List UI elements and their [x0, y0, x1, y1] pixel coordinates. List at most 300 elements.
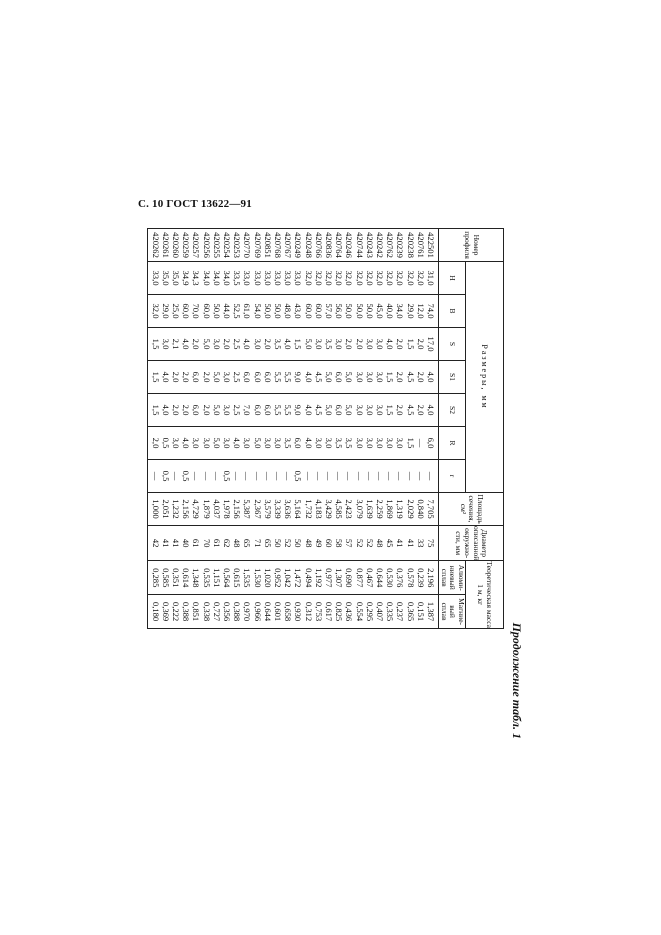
table-cell: 420259: [181, 232, 192, 258]
table-cell: 1,732: [303, 499, 314, 519]
table-cell: 5,5: [272, 404, 283, 416]
S1-values: [148, 361, 439, 394]
col-header-r: r: [439, 460, 466, 493]
table-cell: —: [262, 471, 273, 481]
table-cell: 3,0: [313, 437, 324, 449]
table-cell: 2,0: [170, 371, 181, 383]
table-cell: 1,319: [395, 499, 406, 519]
table-cell: 3,0: [374, 404, 385, 416]
table-cell: 2,0: [415, 338, 426, 350]
table-cell: 5,5: [283, 404, 294, 416]
table-cell: 5,0: [323, 404, 334, 416]
table-cell: —: [385, 471, 396, 481]
table-cell: 70,0: [191, 303, 202, 319]
table-cell: 17,0: [426, 336, 436, 352]
table-cell: —: [150, 471, 161, 481]
table-cell: 48: [232, 538, 243, 548]
table-cell: 0,285: [150, 568, 161, 588]
table-cell: 5,0: [211, 371, 222, 383]
table-cell: 48: [374, 538, 385, 548]
table-cell: 0,535: [201, 568, 212, 588]
table-cell: 2,051: [160, 499, 171, 519]
table-cell: 0,753: [313, 601, 324, 622]
table-cell: 1,639: [364, 499, 375, 519]
table-cell: 40: [181, 538, 192, 548]
table-cell: 0,554: [354, 601, 365, 622]
table-cell: 4,0: [303, 371, 314, 383]
table-cell: 50,0: [364, 303, 375, 319]
aluminum-values: [148, 561, 439, 595]
table-cell: 1,530: [252, 568, 263, 588]
table-cell: 0,356: [221, 601, 232, 622]
B-values: [148, 295, 439, 328]
table-cell: 3,0: [221, 404, 232, 416]
table-cell: 0,312: [303, 601, 314, 622]
table-cell: 1,5: [385, 371, 396, 383]
table-cell: 3,0: [354, 404, 365, 416]
table-cell: 33,0: [293, 270, 304, 286]
table-cell: 5,0: [323, 371, 334, 383]
table-cell: 62: [221, 538, 232, 548]
table-cell: 48: [303, 538, 314, 548]
table-cell: 56,0: [334, 303, 345, 319]
table-cell: 60,0: [303, 303, 314, 319]
table-cell: 33,0: [272, 270, 283, 286]
table-cell: 7,705: [426, 499, 436, 519]
table-cell: 3,0: [170, 437, 181, 449]
table-cell: 2,1: [170, 338, 181, 350]
table-cell: 0,644: [374, 568, 385, 588]
table-cell: 3,0: [334, 338, 345, 350]
table-cell: 2,029: [405, 499, 416, 519]
table-cell: 32,0: [344, 270, 355, 286]
page-header: С. 10 ГОСТ 13622—91: [138, 198, 252, 210]
table-cell: 3,0: [374, 437, 385, 449]
profile-values: [148, 229, 439, 262]
table-cell: 0,977: [323, 568, 334, 588]
table-cell: 44,0: [221, 303, 232, 319]
table-cell: 61,0: [242, 303, 253, 319]
table-cell: 32,0: [334, 270, 345, 286]
table-cell: 3,579: [262, 499, 273, 519]
col-header-dimensions: Размеры, мм: [465, 262, 503, 493]
table-cell: 3,0: [385, 437, 396, 449]
table-cell: —: [242, 471, 253, 481]
table-cell: 60: [323, 538, 334, 548]
table-cell: 3,0: [242, 437, 253, 449]
table-cell: 3,0: [160, 338, 171, 350]
table-cell: 71: [252, 538, 263, 548]
table-cell: 420253: [232, 232, 243, 258]
table-cell: 0,365: [405, 601, 416, 622]
table-cell: 50,0: [354, 303, 365, 319]
table-cell: 0,530: [385, 568, 396, 588]
table-cell: 1,307: [334, 568, 345, 588]
table-cell: 34,0: [395, 303, 406, 319]
table-cell: 2,0: [181, 404, 192, 416]
table-cell: 0,436: [344, 601, 355, 622]
table-cell: 2,0: [415, 371, 426, 383]
table-cell: 32,0: [395, 270, 406, 286]
table-cell: 0,5: [181, 470, 192, 482]
table-cell: 33,0: [283, 270, 294, 286]
table-cell: 41: [160, 538, 171, 548]
table-cell: 3,5: [344, 437, 355, 449]
table-cell: —: [395, 471, 406, 481]
table-cell: 43,0: [293, 303, 304, 319]
table-cell: 6,0: [262, 371, 273, 383]
table-cell: 4,0: [303, 437, 314, 449]
table-cell: 50: [293, 538, 304, 548]
table-cell: 4,183: [313, 499, 324, 519]
table-cell: 50,0: [211, 303, 222, 319]
table-cell: 4,0: [232, 437, 243, 449]
table-cell: 41: [395, 538, 406, 548]
table-cell: 61: [211, 538, 222, 548]
table-cell: 3,636: [283, 499, 294, 519]
table-cell: 2,0: [201, 404, 212, 416]
table-cell: 32,0: [303, 270, 314, 286]
table-cell: 4,729: [191, 499, 202, 519]
table-cell: 2,156: [181, 499, 192, 519]
table-cell: 2,0: [395, 404, 406, 416]
table-cell: —: [232, 471, 243, 481]
table-cell: —: [354, 471, 365, 481]
table-cell: 4,5: [405, 371, 416, 383]
table-cell: 2,0: [150, 437, 161, 449]
table-cell: 3,0: [364, 404, 375, 416]
table-cell: 5,5: [272, 371, 283, 383]
table-cell: 35,0: [160, 270, 171, 286]
table-cell: —: [283, 471, 294, 481]
table-cell: 5,0: [252, 437, 263, 449]
table-cell: 60,0: [313, 303, 324, 319]
table-cell: 33,0: [242, 270, 253, 286]
table-cell: 1,869: [385, 499, 396, 519]
table-cell: 0,5: [221, 470, 232, 482]
table-cell: 0,369: [160, 601, 171, 622]
table-cell: 420248: [303, 232, 314, 258]
table-cell: 420766: [313, 232, 324, 258]
table-cell: 34,0: [201, 270, 212, 286]
table-cell: —: [344, 471, 355, 481]
table-cell: 4,585: [334, 499, 345, 519]
table-cell: 61: [191, 538, 202, 548]
table-cell: 420255: [211, 232, 222, 258]
table-cell: 65: [262, 538, 273, 548]
table-cell: —: [170, 471, 181, 481]
table-cell: 0,585: [160, 568, 171, 588]
table-cell: —: [201, 471, 212, 481]
table-cell: 4,0: [160, 404, 171, 416]
table-cell: 60,0: [181, 303, 192, 319]
table-cell: 1,5: [293, 338, 304, 350]
table-cell: 2,0: [221, 338, 232, 350]
table-cell: 3,0: [191, 437, 202, 449]
table-cell: 2,0: [344, 338, 355, 350]
table-cell: 6,0: [242, 371, 253, 383]
table-cell: 0,966: [252, 601, 263, 622]
table-cell: 2,367: [252, 499, 263, 519]
table-cell: 0,578: [405, 568, 416, 588]
table-cell: 0,388: [232, 601, 243, 622]
diameter-values: [148, 526, 439, 561]
col-header-B: B: [439, 295, 466, 328]
table-cell: 3,0: [364, 437, 375, 449]
table-cell: 1,232: [170, 499, 181, 519]
table-cell: 0,615: [232, 568, 243, 588]
table-cell: 45: [385, 538, 396, 548]
table-cell: 420851: [262, 232, 273, 258]
table-cell: 0,351: [170, 568, 181, 588]
table-cell: 0,614: [181, 568, 192, 588]
table-cell: 5,164: [293, 499, 304, 519]
table-cell: 3,0: [354, 371, 365, 383]
table-cell: 420762: [385, 232, 396, 258]
table-cell: 57,0: [323, 303, 334, 319]
table-cell: 5,0: [211, 437, 222, 449]
table-cell: 2,0: [262, 338, 273, 350]
table-cell: 3,0: [272, 437, 283, 449]
table-cell: 5,0: [344, 404, 355, 416]
table-cell: 0,180: [150, 601, 161, 622]
table-cell: 35,0: [170, 270, 181, 286]
table-cell: —: [252, 471, 263, 481]
table-cell: 5,5: [283, 371, 294, 383]
table-cell: 420254: [221, 232, 232, 258]
table-cell: 41: [405, 538, 416, 548]
table-cell: 50,0: [272, 303, 283, 319]
col-header-S1: S1: [439, 361, 466, 394]
table-cell: 6,0: [191, 404, 202, 416]
table-cell: 49: [313, 538, 324, 548]
table-cell: 3,079: [354, 499, 365, 519]
table-cell: 0,825: [334, 601, 345, 622]
table-cell: 9,0: [293, 371, 304, 383]
table-cell: 6,0: [262, 404, 273, 416]
table-cell: —: [405, 471, 416, 481]
table-cell: 420256: [201, 232, 212, 258]
table-cell: 52: [364, 538, 375, 548]
table-cell: 4,0: [426, 404, 436, 416]
table-cell: 74,0: [426, 303, 436, 319]
table-cell: 32,0: [364, 270, 375, 286]
table-cell: 3,5: [334, 437, 345, 449]
table-cell: 0,295: [364, 601, 375, 622]
table-cell: —: [191, 471, 202, 481]
table-cell: 1,978: [221, 499, 232, 519]
profile-table: [147, 228, 504, 629]
table-cell: 420249: [293, 232, 304, 258]
table-cell: 25,0: [170, 303, 181, 319]
table-cell: 1,472: [293, 568, 304, 588]
table-cell: 34,9: [181, 270, 192, 286]
table-cell: —: [334, 471, 345, 481]
table-cell: 1,151: [211, 568, 222, 588]
table-cell: 0,376: [395, 568, 406, 588]
table-cell: 420239: [395, 232, 406, 258]
table-cell: 420769: [252, 232, 263, 258]
H-values: [148, 262, 439, 295]
table-cell: 4,5: [405, 404, 416, 416]
table-cell: —: [364, 471, 375, 481]
R-values: [148, 427, 439, 460]
table-cell: 1,348: [191, 568, 202, 588]
table-cell: 2,5: [232, 338, 243, 350]
r-values: [148, 460, 439, 493]
table-cell: 4,5: [313, 404, 324, 416]
table-cell: 1,5: [405, 338, 416, 350]
table-cell: 2,5: [232, 371, 243, 383]
table-cell: 0,564: [221, 568, 232, 588]
table-cell: 0,335: [385, 601, 396, 622]
table-cell: 1,879: [201, 499, 212, 519]
table-cell: 3,0: [221, 371, 232, 383]
col-header-magnesium: Магние- вый сплав: [439, 595, 466, 629]
table-cell: 420238: [405, 232, 416, 258]
table-cell: 1,192: [313, 568, 324, 588]
S-values: [148, 328, 439, 361]
table-cell: 2,0: [415, 404, 426, 416]
table-cell: 33,0: [150, 270, 161, 286]
table-cell: 2,5: [232, 404, 243, 416]
table-cell: 32,0: [405, 270, 416, 286]
table-cell: 48,0: [283, 303, 294, 319]
table-cell: 420260: [170, 232, 181, 258]
table-cell: 3,5: [272, 338, 283, 350]
table-cell: 420242: [374, 232, 385, 258]
table-cell: —: [415, 471, 426, 481]
table-cell: 5,0: [211, 404, 222, 416]
table-cell: 0,5: [293, 470, 304, 482]
table-cell: 420768: [272, 232, 283, 258]
table-cell: 3,0: [211, 338, 222, 350]
table-cell: 12,0: [415, 303, 426, 319]
table-cell: 2,0: [181, 371, 192, 383]
table-cell: 0,338: [201, 601, 212, 622]
table-cell: 29,0: [160, 303, 171, 319]
table-cell: 52: [283, 538, 294, 548]
table-cell: 32,0: [385, 270, 396, 286]
table-cell: 0,151: [415, 601, 426, 622]
table-cell: 33: [415, 538, 426, 548]
table-cell: 40,0: [385, 303, 396, 319]
area-values: [148, 493, 439, 526]
table-cell: 3,0: [201, 437, 212, 449]
table-cell: 0,237: [395, 601, 406, 622]
table-cell: 420761: [415, 232, 426, 258]
col-header-S2: S2: [439, 394, 466, 427]
col-header-profile: Номер профиля: [439, 229, 504, 262]
table-cell: 0,840: [415, 499, 426, 519]
table-cell: 7,0: [242, 404, 253, 416]
table-cell: 1,5: [150, 338, 161, 350]
table-cell: 0,952: [272, 568, 283, 588]
col-header-aluminum: Алюми- ниевый сплав: [439, 561, 466, 595]
table-cell: 420767: [283, 232, 294, 258]
table-cell: 2,156: [232, 499, 243, 519]
table-cell: 4,0: [426, 371, 436, 383]
table-cell: 50: [272, 538, 283, 548]
table-cell: 0,601: [272, 601, 283, 622]
table-cell: 6,0: [426, 437, 436, 449]
table-cell: 31,0: [426, 270, 436, 286]
table-cell: 2,0: [395, 338, 406, 350]
col-header-R: R: [439, 427, 466, 460]
table-cell: 1,387: [426, 601, 436, 622]
table-cell: 0,658: [283, 601, 294, 622]
table-cell: 4,5: [313, 371, 324, 383]
table-cell: 6,0: [191, 371, 202, 383]
table-cell: —: [323, 471, 334, 481]
table-cell: 0,239: [415, 568, 426, 588]
table-cell: 41: [170, 538, 181, 548]
table-cell: 0,727: [211, 601, 222, 622]
table-cell: 1,5: [405, 437, 416, 449]
table-cell: 32,0: [354, 270, 365, 286]
table-cell: 4,0: [160, 371, 171, 383]
table-cell: 6,0: [293, 437, 304, 449]
table-cell: 0,617: [323, 601, 334, 622]
table-cell: 54,0: [252, 303, 263, 319]
table-cell: 3,0: [364, 371, 375, 383]
table-cell: 3,5: [283, 437, 294, 449]
table-cell: 0,407: [374, 601, 385, 622]
table-cell: 4,0: [303, 404, 314, 416]
table-cell: 6,0: [334, 371, 345, 383]
table-cell: 70: [201, 538, 212, 548]
table-cell: 420744: [354, 232, 365, 258]
table-cell: 0,690: [344, 568, 355, 588]
table-cell: 5,0: [303, 338, 314, 350]
table-cell: 6,0: [252, 404, 263, 416]
table-cell: 6,0: [252, 371, 263, 383]
table-cell: 3,0: [395, 437, 406, 449]
S2-values: [148, 394, 439, 427]
table-cell: 420764: [334, 232, 345, 258]
table-cell: 52,5: [232, 303, 243, 319]
col-header-S: S: [439, 328, 466, 361]
table-cell: 5,0: [344, 371, 355, 383]
table-cell: 50,0: [262, 303, 273, 319]
table-cell: 33,5: [232, 270, 243, 286]
table-cell: 1,5: [150, 404, 161, 416]
table-cell: 58: [334, 538, 345, 548]
table-cell: 0,877: [354, 568, 365, 588]
col-header-diameter: Диаметр описанной окружно- сти, мм: [439, 526, 504, 561]
table-cell: 34,3: [191, 270, 202, 286]
rotated-table-block: [150, 228, 524, 743]
table-cell: 3,0: [252, 338, 263, 350]
magnesium-values: [148, 595, 439, 629]
table-cell: 3,0: [374, 338, 385, 350]
table-cell: 33,0: [252, 270, 263, 286]
table-cell: 2,423: [344, 499, 355, 519]
table-cell: 4,0: [283, 338, 294, 350]
table-cell: 3,0: [262, 437, 273, 449]
table-cell: 57: [344, 538, 355, 548]
table-cell: 0,388: [181, 601, 192, 622]
table-cell: 0,5: [160, 470, 171, 482]
table-cell: 0,930: [293, 601, 304, 622]
table-cell: 29,0: [405, 303, 416, 319]
table-cell: 32,0: [313, 270, 324, 286]
table-cell: —: [211, 471, 222, 481]
table-cell: 34,0: [221, 270, 232, 286]
table-cell: —: [374, 471, 385, 481]
table-cell: 2,259: [374, 499, 385, 519]
table-cell: 1,535: [242, 568, 253, 588]
